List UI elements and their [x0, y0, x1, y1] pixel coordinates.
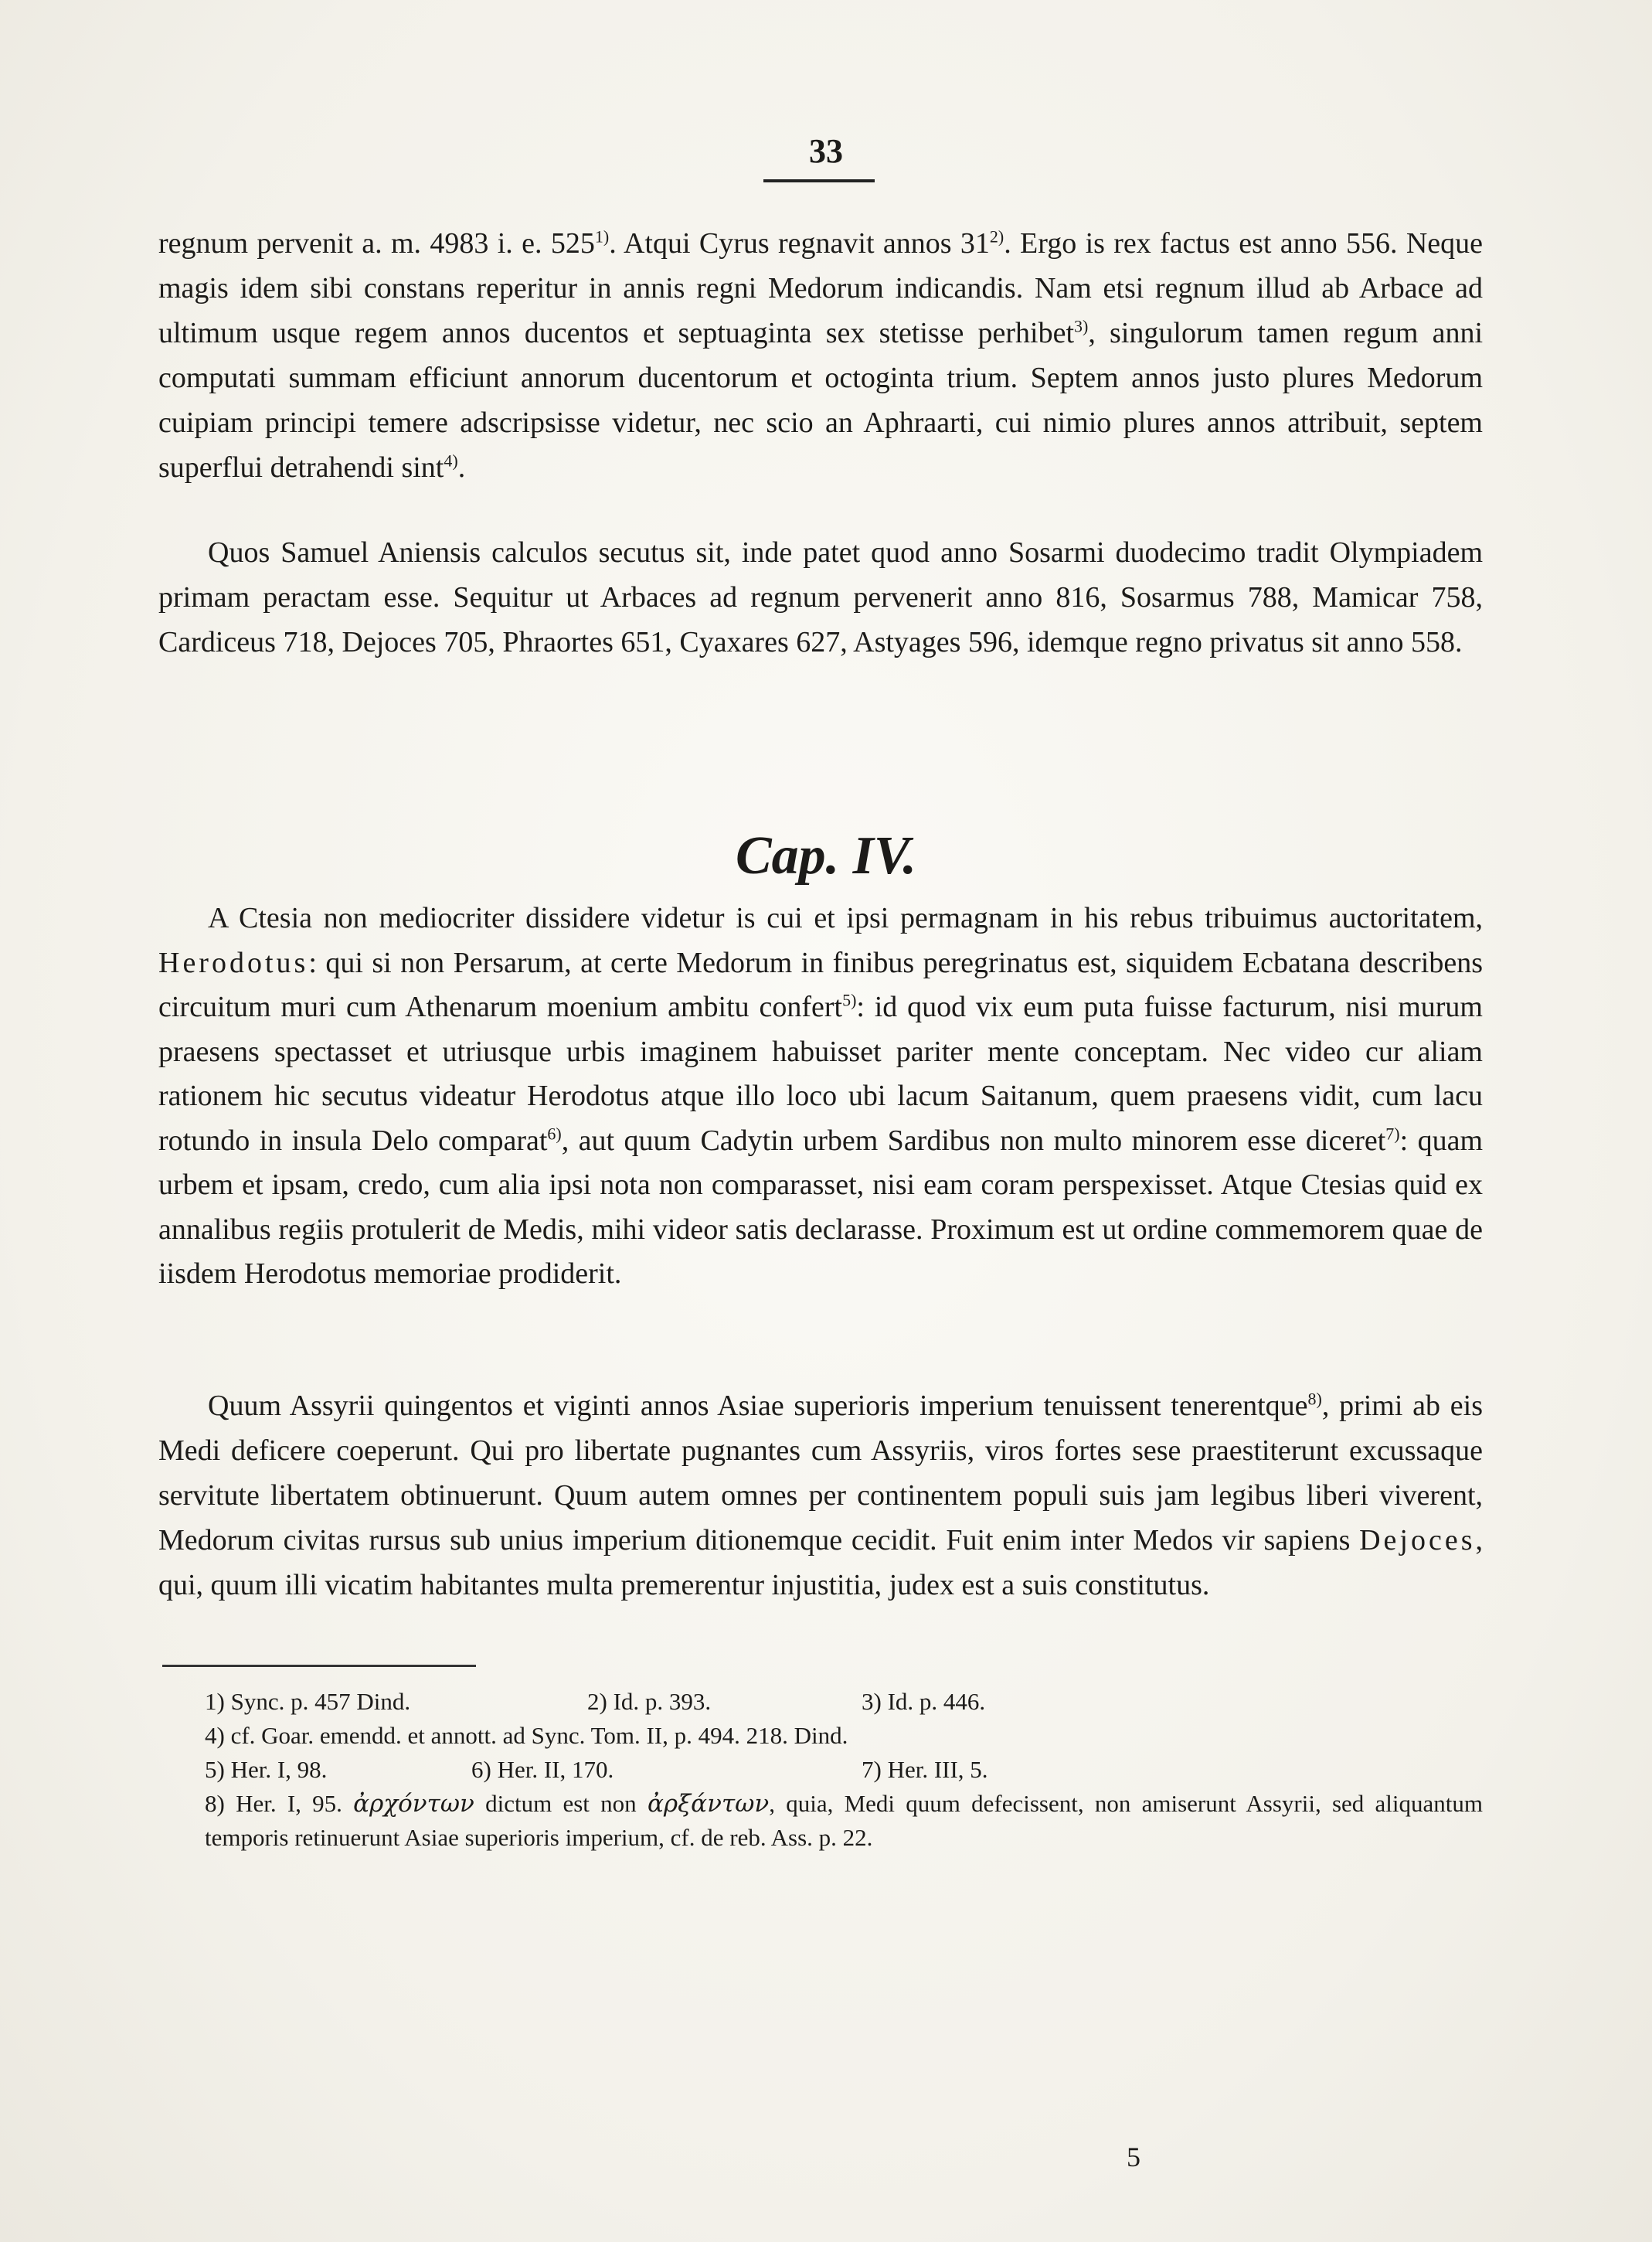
- paragraph-1-text-c: . Ergo is rex factus est anno 556. Neque magis idem sibi constans reperitur in annis regni Medorum indicandis. Nam etsi regnum illud ab Arbace ad ultimum usque regem annos ducentos et septuaginta sex stetisse perhibet: [158, 227, 1484, 349]
- footnote-ref-3: 3): [1074, 316, 1089, 336]
- paragraph-3-text-e: : quam urbem et ipsam, credo, cum alia ipsi nota non comparasset, nisi eam coram perspexisset. Atque Ctesias quid ex annalibus regiis protulerit de Medis, mihi videor satis declarasse. Proximum est ut ordine commemorem quae de iisdem Herodotus memoriae prodiderit.: [158, 1124, 1484, 1290]
- footnote-ref-1: 1): [594, 226, 610, 247]
- paragraph-1-text-b: . Atqui Cyrus regnavit annos 31: [609, 227, 990, 260]
- footnote-ref-5: 5): [842, 990, 857, 1010]
- paragraph-3-text-b: : qui si non Persarum, at certe Medorum in finibus peregrinatus est, siquidem Ecbatana describens circuitum muri cum Athenarum moenium ambitu confert: [158, 946, 1483, 1023]
- paragraph-3: [158, 896, 1483, 1297]
- footnote-3: 3) Id. p. 446.: [862, 1688, 986, 1715]
- paragraph-3-text-c: : id quod vix eum puta fuisse facturum, nisi murum praesens spectasset et utriusque urbis imaginem habuisset pariter mente conceptam. Nec video cur aliam rationem hic secutus videatur Herodotus atque illo loco ubi lacum Saitanum, quem praesens vidit, cum lacu rotundo in insula Delo comparat: [158, 991, 1483, 1157]
- footnote-ref-4: 4): [444, 451, 458, 471]
- page-number-rule: [763, 179, 875, 182]
- footnote-8-text-a: 8) Her. I, 95.: [205, 1790, 342, 1817]
- paragraph-1-text-e: .: [457, 451, 466, 484]
- footnote-rule: [162, 1665, 476, 1667]
- page-number: 33: [809, 132, 843, 170]
- footnote-ref-7: 7): [1385, 1123, 1400, 1143]
- footnote-line-3: [158, 1753, 1483, 1787]
- paragraph-4-text-a: Quum Assyrii quingentos et viginti annos Asiae superioris imperium tenuissent tenerentque: [208, 1390, 1308, 1422]
- footnote-8: [158, 1787, 1483, 1855]
- paragraph-3-text-a: A Ctesia non mediocriter dissidere videtur is cui et ipsi permagnam in his rebus tribuimus auctoritatem,: [208, 902, 1483, 934]
- paragraph-4-text-b: , primi ab eis Medi deficere coeperunt. Qui pro libertate pugnantes cum Assyriis, viros fortes sese praestiterunt excussaque servitute libertatem obtinuerunt. Quum autem omnes per continentem populi suis jam legibus liberi viverent, Medorum civitas rursus sub unius imperium ditionemque cecidit. Fuit enim inter Medos vir sapiens: [158, 1390, 1483, 1556]
- footnote-line-1: [158, 1685, 1483, 1719]
- footnote-line-2: [158, 1719, 1483, 1753]
- paragraph-2: [158, 530, 1483, 665]
- footnote-1: 1) Sync. p. 457 Dind.: [205, 1688, 411, 1715]
- paragraph-1: [158, 221, 1483, 490]
- footnote-7: 7) Her. III, 5.: [862, 1756, 988, 1783]
- footnote-4: 4) cf. Goar. emendd. et annott. ad Sync. Tom. II, p. 494. 218. Dind.: [205, 1722, 848, 1749]
- footnote-6: 6) Her. II, 170.: [471, 1756, 614, 1783]
- paragraph-4: [158, 1383, 1483, 1608]
- herodotus-spaced: Herodotus: [158, 946, 309, 979]
- signature-mark: 5: [1127, 2142, 1140, 2172]
- footnote-8-greek-1: ἀρχόντων: [353, 1790, 474, 1818]
- footnote-2: 2) Id. p. 393.: [587, 1688, 712, 1715]
- footnote-ref-8: 8): [1307, 1389, 1322, 1409]
- footnote-ref-2: 2): [989, 226, 1004, 247]
- chapter-heading: Cap. IV.: [735, 826, 917, 886]
- paragraph-1-text-a: regnum pervenit a. m. 4983 i. e. 525: [158, 227, 595, 260]
- paragraph-2-text: Quos Samuel Aniensis calculos secutus sit, inde patet quod anno Sosarmi duodecimo tradit Olympiadem primam peractam esse. Sequitur ut Arbaces ad regnum pervenerit anno 816, Sosarmus 788, Mamicar 758, Cardiceus 718, Dejoces 705, Phraortes 651, Cyaxares 627, Astyages 596, idemque regno privatus sit anno 558.: [158, 536, 1483, 658]
- footnote-8-text-b: dictum est non: [485, 1790, 637, 1817]
- footnote-ref-6: 6): [547, 1123, 562, 1143]
- dejoces-spaced: Dejoces: [1359, 1524, 1476, 1556]
- paragraph-1-text-d: , singulorum tamen regum anni computati summam efficiunt annorum ducentorum et octoginta trium. Septem annos justo plures Medorum cuipiam principi temere adscripsisse videtur, nec scio an Aphraarti, cui nimio plures annos attribuit, septem superflui detrahendi sint: [158, 317, 1484, 484]
- paragraph-4-text-c: , qui, quum illi vicatim habitantes multa premerentur injustitia, judex est a suis constitutus.: [158, 1524, 1483, 1601]
- footnote-8-greek-2: ἀρξάντων: [647, 1790, 770, 1818]
- footnotes: [158, 1685, 1483, 1855]
- footnote-8-text-c: , quia, Medi quum defecissent, non amiserunt Assyrii, sed aliquantum temporis retinuerunt Asiae superioris imperium, cf. de reb. Ass. p. 22.: [205, 1790, 1484, 1851]
- paragraph-3-text-d: , aut quum Cadytin urbem Sardibus non multo minorem esse diceret: [561, 1124, 1386, 1157]
- footnote-5: 5) Her. I, 98.: [205, 1756, 328, 1783]
